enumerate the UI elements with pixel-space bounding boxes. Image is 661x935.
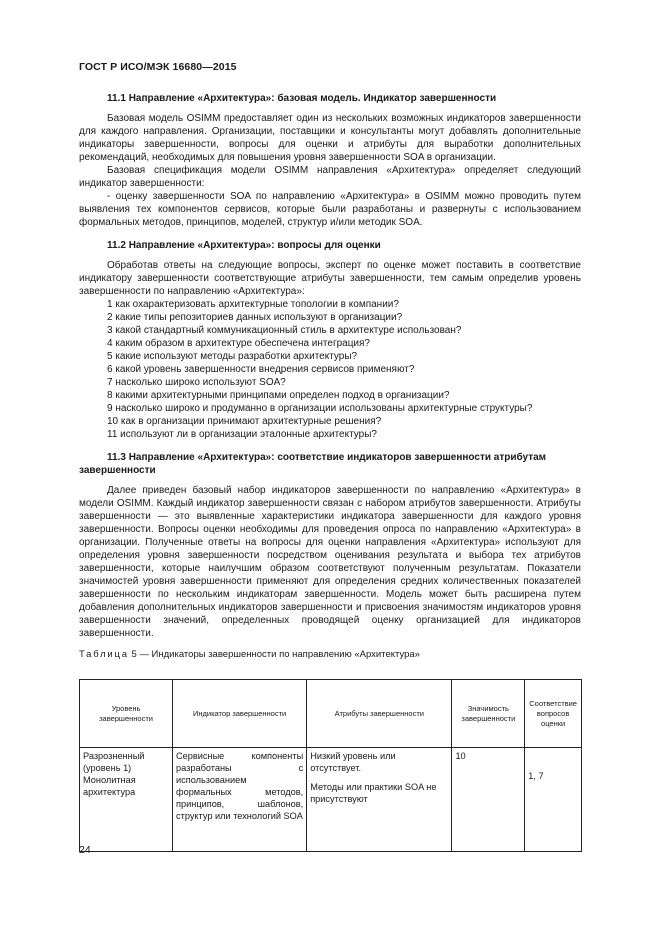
- assessment-questions-list: [79, 298, 581, 441]
- section-title-11-3: 11.3 Направление «Архитектура»: соответствие индикаторов завершенности атрибутам завершенности: [79, 452, 547, 476]
- section-title-11-2: 11.2 Направление «Архитектура»: вопросы для оценки: [107, 240, 381, 251]
- list-item: 6 какой уровень завершенности внедрения сервисов применяют?: [107, 364, 415, 375]
- column-header: Атрибуты завершенности: [307, 680, 452, 748]
- page-number: 24: [79, 844, 91, 856]
- list-item: 4 каким образом в архитектуре обеспечена интеграция?: [107, 338, 370, 349]
- table-header-row: [80, 680, 582, 748]
- attributes-cell: [307, 748, 452, 852]
- maturity-level-cell: Разрозненный (уровень 1) Монолитная архитектура: [80, 748, 173, 852]
- table-caption-text: 5 — Индикаторы завершенности по направлению «Архитектура»: [128, 649, 420, 660]
- list-item: 7 насколько широко используют SOA?: [107, 377, 286, 388]
- table-caption-prefix: Таблица: [79, 649, 129, 660]
- table-row: [80, 748, 582, 852]
- paragraph: Обработав ответы на следующие вопросы, эксперт по оценке может поставить в соответствие индикатору завершенности соответствующие атрибуты завершенности, тем самым определив уровень завершенности по направлению «Архитектура»:: [79, 260, 581, 297]
- document-header: ГОСТ Р ИСО/МЭК 16680—2015: [79, 61, 237, 73]
- paragraph: Базовая модель OSIMM предоставляет один из нескольких возможных индикаторов завершенности для каждого направления. Организации, поставщики и консультанты могут добавлять дополнительные индикаторы завершенности, вопросы для оценки и атрибуты для выработки дополнительных рекомендаций, необходимых для повышения уровня завершенности SOA в организации.: [79, 113, 581, 163]
- list-item: 5 какие используют методы разработки архитектуры?: [107, 351, 358, 362]
- attribute-text: Методы или практики SOA не присутствуют: [310, 782, 437, 804]
- document-body: [79, 92, 581, 661]
- indicator-cell: Сервисные компоненты разработаны с использованием формальных методов, принципов, шаблонов, структур или технологий SOA: [173, 748, 307, 852]
- list-item: 3 какой стандартный коммуникационный стиль в архитектуре использован?: [107, 325, 462, 336]
- maturity-indicators-table: [79, 679, 582, 852]
- list-item: 11 используют ли в организации эталонные архитектуры?: [107, 429, 377, 440]
- column-header: Значимость завершенности: [452, 680, 525, 748]
- paragraph: Базовая спецификация модели OSIMM направления «Архитектура» определяет следующий индикатор завершенности:: [79, 165, 581, 189]
- weight-cell: 10: [452, 748, 525, 852]
- paragraph: Далее приведен базовый набор индикаторов завершенности по направлению «Архитектура» в модели OSIMM. Каждый индикатор завершенности связан с набором атрибутов завершенности. Атрибуты завершенности — это выявленные характеристики индикатора завершенности для каждого уровня завершенности. Вопросы оценки необходимы для проведения опроса по направлению «Архитектура» в организации. Полученные ответы на вопросы для оценки направления «Архитектура» используют для определения уровня завершенности посредством оценивания результата и выбора тех атрибутов завершенности, которые наилучшим образом соответствуют полученным результатам. Показатели значимостей уровня завершенности применяют для определения средних количественных показателей завершенности по нескольким индикаторам завершенности. Модель может быть расширена путем добавления дополнительных индикаторов завершенности и присвоения значимостям индикаторов уровня завершенности значений, определенных проводящей оценку организацией для индикаторов завершенности.: [79, 485, 581, 639]
- list-item: 1 как охарактеризовать архитектурные топологии в компании?: [107, 299, 399, 310]
- column-header: Уровень завершенности: [80, 680, 173, 748]
- paragraph: - оценку завершенности SOA по направлению «Архитектура» в OSIMM можно проводить путем выявления тех компонентов сервисов, которые были разработаны и развернуты с использованием формальных методов, принципов, моделей, структур и/или методик SOA.: [79, 191, 581, 228]
- attribute-text: Низкий уровень или отсутствует.: [310, 751, 396, 773]
- list-item: 8 какими архитектурными принципами определен подход в организации?: [107, 390, 450, 401]
- list-item: 10 как в организации принимают архитектурные решения?: [107, 416, 382, 427]
- table-caption: [79, 648, 581, 661]
- section-title-11-1: 11.1 Направление «Архитектура»: базовая модель. Индикатор завершенности: [107, 93, 497, 104]
- column-header: Индикатор завершенности: [173, 680, 307, 748]
- questions-mapping-cell: 1, 7: [525, 748, 582, 852]
- list-item: 9 насколько широко и продуманно в организации использованы архитектурные структуры?: [107, 403, 533, 414]
- column-header: Соответствие вопросов оценки: [525, 680, 582, 748]
- list-item: 2 какие типы репозиториев данных используют в организации?: [107, 312, 403, 323]
